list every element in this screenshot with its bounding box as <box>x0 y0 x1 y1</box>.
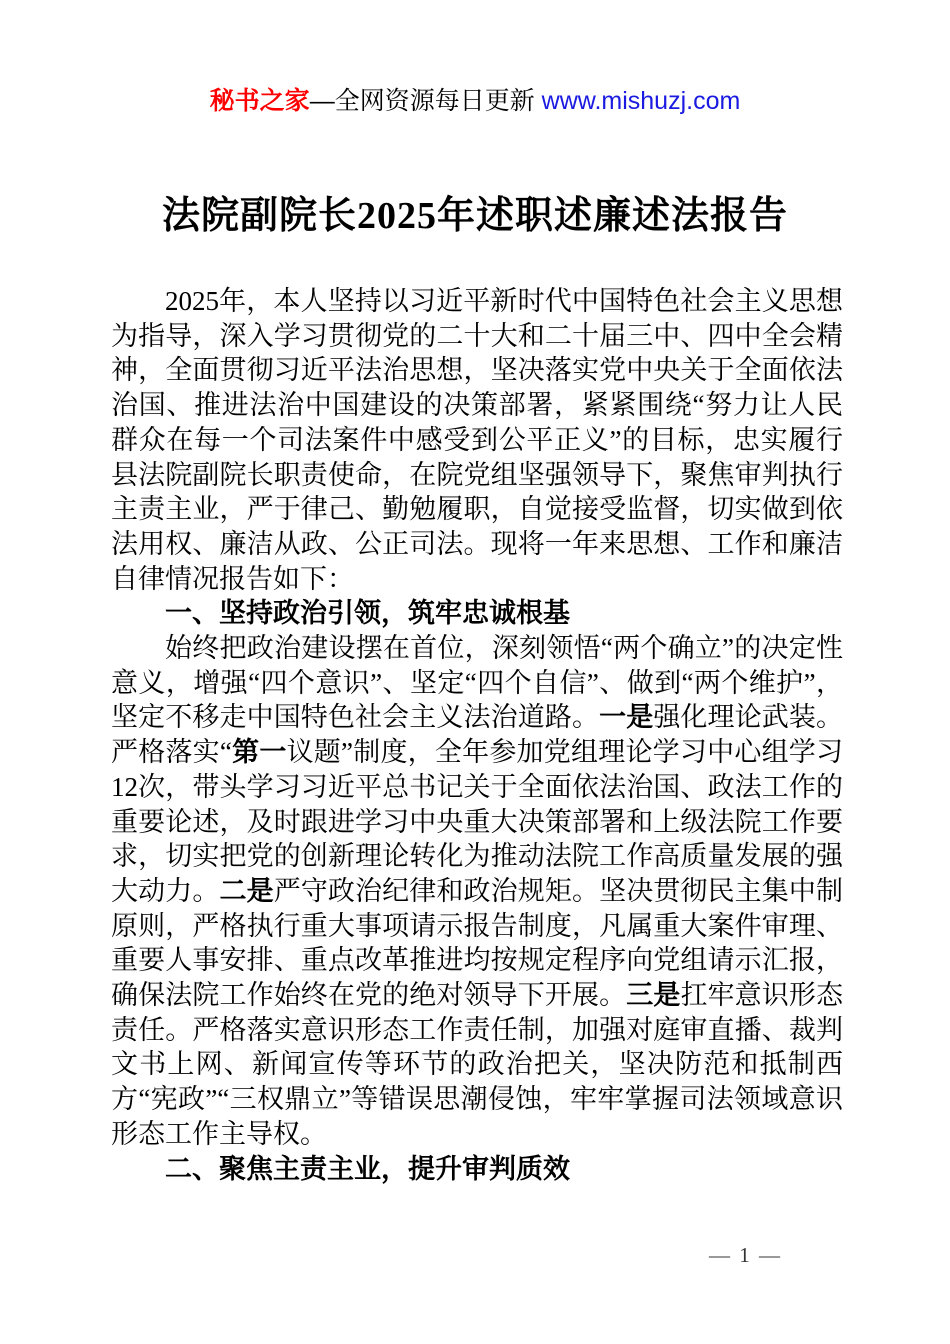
header-url[interactable]: www.mishuzj.com <box>541 87 741 115</box>
section-heading <box>111 596 843 631</box>
body-paragraph <box>111 284 843 596</box>
header-tagline: 全网资源每日更新 <box>334 87 535 115</box>
text-run: 2025年，本人坚持以习近平新时代中国特色社会主义思想为指导，深入学习贯彻党的二十大和二十届三中、四中全会精神，全面贯彻习近平法治思想，坚决落实党中央关于全面依法治国、推进法治中国建设的决策部署，紧紧围绕“努力让人民群众在每一个司法案件中感受到公平正义”的目标，忠实履行县法院副院长职责使命，在院党组坚强领导下，聚焦审判执行主责主业，严于律己、勤勉履职，自觉接受监督，切实做到依法用权、廉洁从政、公正司法。现将一年来思想、工作和廉洁自律情况报告如下： <box>111 286 843 594</box>
emphasis-run: 第一 <box>231 737 287 768</box>
page-number: — 1 — <box>709 1243 782 1267</box>
header-site-name: 秘书之家 <box>209 87 310 115</box>
text-run: 扛牢意识形态责任。严格落实意识形态工作责任制，加强对庭审直播、裁判文书上网、新闻宣传等环节的政治把关，坚决防范和抵制西方“宪政”“三权鼎立”等错误思潮侵蚀，牢牢掌握司法领域意识形态工作主导权。 <box>111 980 844 1149</box>
document-body <box>111 284 843 1186</box>
text-run: 强化理论武装。严格落实“ <box>111 702 844 768</box>
text-run: 严守政治纪律和政治规矩。坚决贯彻民主集中制原则，严格执行重大事项请示报告制度，凡属重大案件审理、重要人事安排、重点改革推进均按规定程序向党组请示汇报，确保法院工作始终在党的绝对领导下开展。 <box>111 875 844 1011</box>
emphasis-run: 二、聚焦主责主业，提升审判质效 <box>165 1153 570 1184</box>
body-paragraph <box>111 631 843 1152</box>
emphasis-run: 一、坚持政治引领，筑牢忠诚根基 <box>165 598 570 629</box>
emphasis-run: 三是 <box>626 980 681 1011</box>
text-run: 始终把政治建设摆在首位，深刻领悟“两个确立”的决定性意义，增强“四个意识”、坚定“四个自信”、做到“两个维护”，坚定不移走中国特色社会主义法治道路。 <box>111 633 843 733</box>
section-heading <box>111 1152 843 1187</box>
emphasis-run: 一是 <box>599 702 654 733</box>
header-separator: — <box>309 87 335 115</box>
page-header <box>0 86 950 116</box>
document-title: 法院副院长2025年述职述廉述法报告 <box>161 195 788 237</box>
text-run: 议题”制度，全年参加党组理论学习中心组学习12次，带头学习习近平总书记关于全面依法治国、政法工作的重要论述，及时跟进学习中央重大决策部署和上级法院工作要求，切实把党的创新理论转化为推动法院工作高质量发展的强大动力。 <box>111 737 844 906</box>
emphasis-run: 二是 <box>219 875 274 906</box>
